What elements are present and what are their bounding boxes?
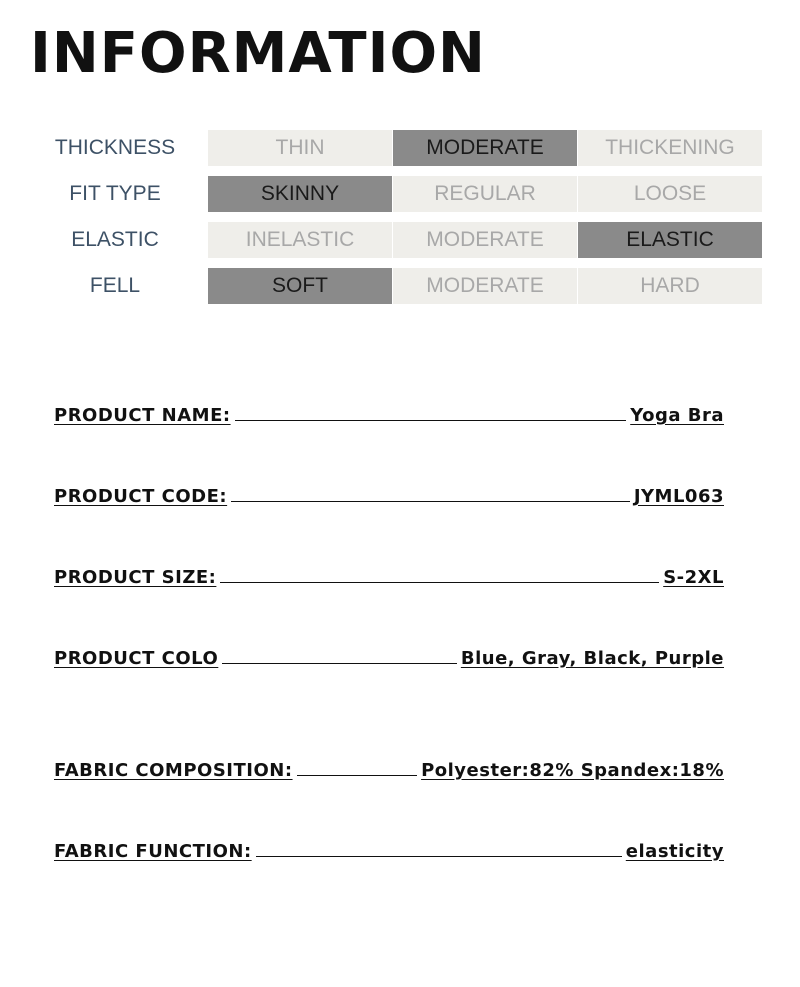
page-title: INFORMATION <box>30 21 486 86</box>
attribute-label: THICKNESS <box>54 136 176 159</box>
detail-value: Yoga Bra <box>630 405 724 426</box>
product-color-line <box>54 643 734 669</box>
product-size-line <box>54 562 734 588</box>
attribute-label: FELL <box>89 274 141 297</box>
attribute-label: FIT TYPE <box>69 182 161 205</box>
product-name-line <box>54 400 734 426</box>
attribute-option: MODERATE <box>393 222 577 258</box>
attribute-option-selected: SKINNY <box>208 176 392 212</box>
attribute-option-selected: SOFT <box>208 268 392 304</box>
fabric-composition-line <box>54 755 734 781</box>
detail-value: elasticity <box>625 841 724 862</box>
detail-label: PRODUCT COLO <box>54 648 219 669</box>
attribute-option-selected: ELASTIC <box>578 222 762 258</box>
attribute-option: MODERATE <box>393 268 577 304</box>
underline-rule <box>297 774 418 776</box>
underline-rule <box>222 662 457 664</box>
attribute-option: THIN <box>208 130 392 166</box>
underline-rule <box>235 419 627 421</box>
underline-rule <box>231 500 630 502</box>
detail-label: FABRIC FUNCTION: <box>54 841 252 862</box>
attribute-option: THICKENING <box>578 130 762 166</box>
fabric-function-line <box>54 836 734 862</box>
detail-value: JYML063 <box>633 486 724 507</box>
detail-value: Blue, Gray, Black, Purple <box>460 648 724 669</box>
attribute-option: REGULAR <box>393 176 577 212</box>
detail-label: PRODUCT CODE: <box>54 486 228 507</box>
underline-rule <box>220 581 659 583</box>
detail-label: PRODUCT SIZE: <box>54 567 217 588</box>
attribute-option: HARD <box>578 268 762 304</box>
detail-value: S-2XL <box>663 567 724 588</box>
attribute-option-selected: MODERATE <box>393 130 577 166</box>
underline-rule <box>256 855 622 857</box>
detail-label: FABRIC COMPOSITION: <box>54 760 293 781</box>
attribute-option: LOOSE <box>578 176 762 212</box>
detail-value: Polyester:82% Spandex:18% <box>421 760 724 781</box>
product-code-line <box>54 481 734 507</box>
detail-label: PRODUCT NAME: <box>54 405 231 426</box>
attribute-label: ELASTIC <box>71 228 159 251</box>
attribute-option: INELASTIC <box>208 222 392 258</box>
